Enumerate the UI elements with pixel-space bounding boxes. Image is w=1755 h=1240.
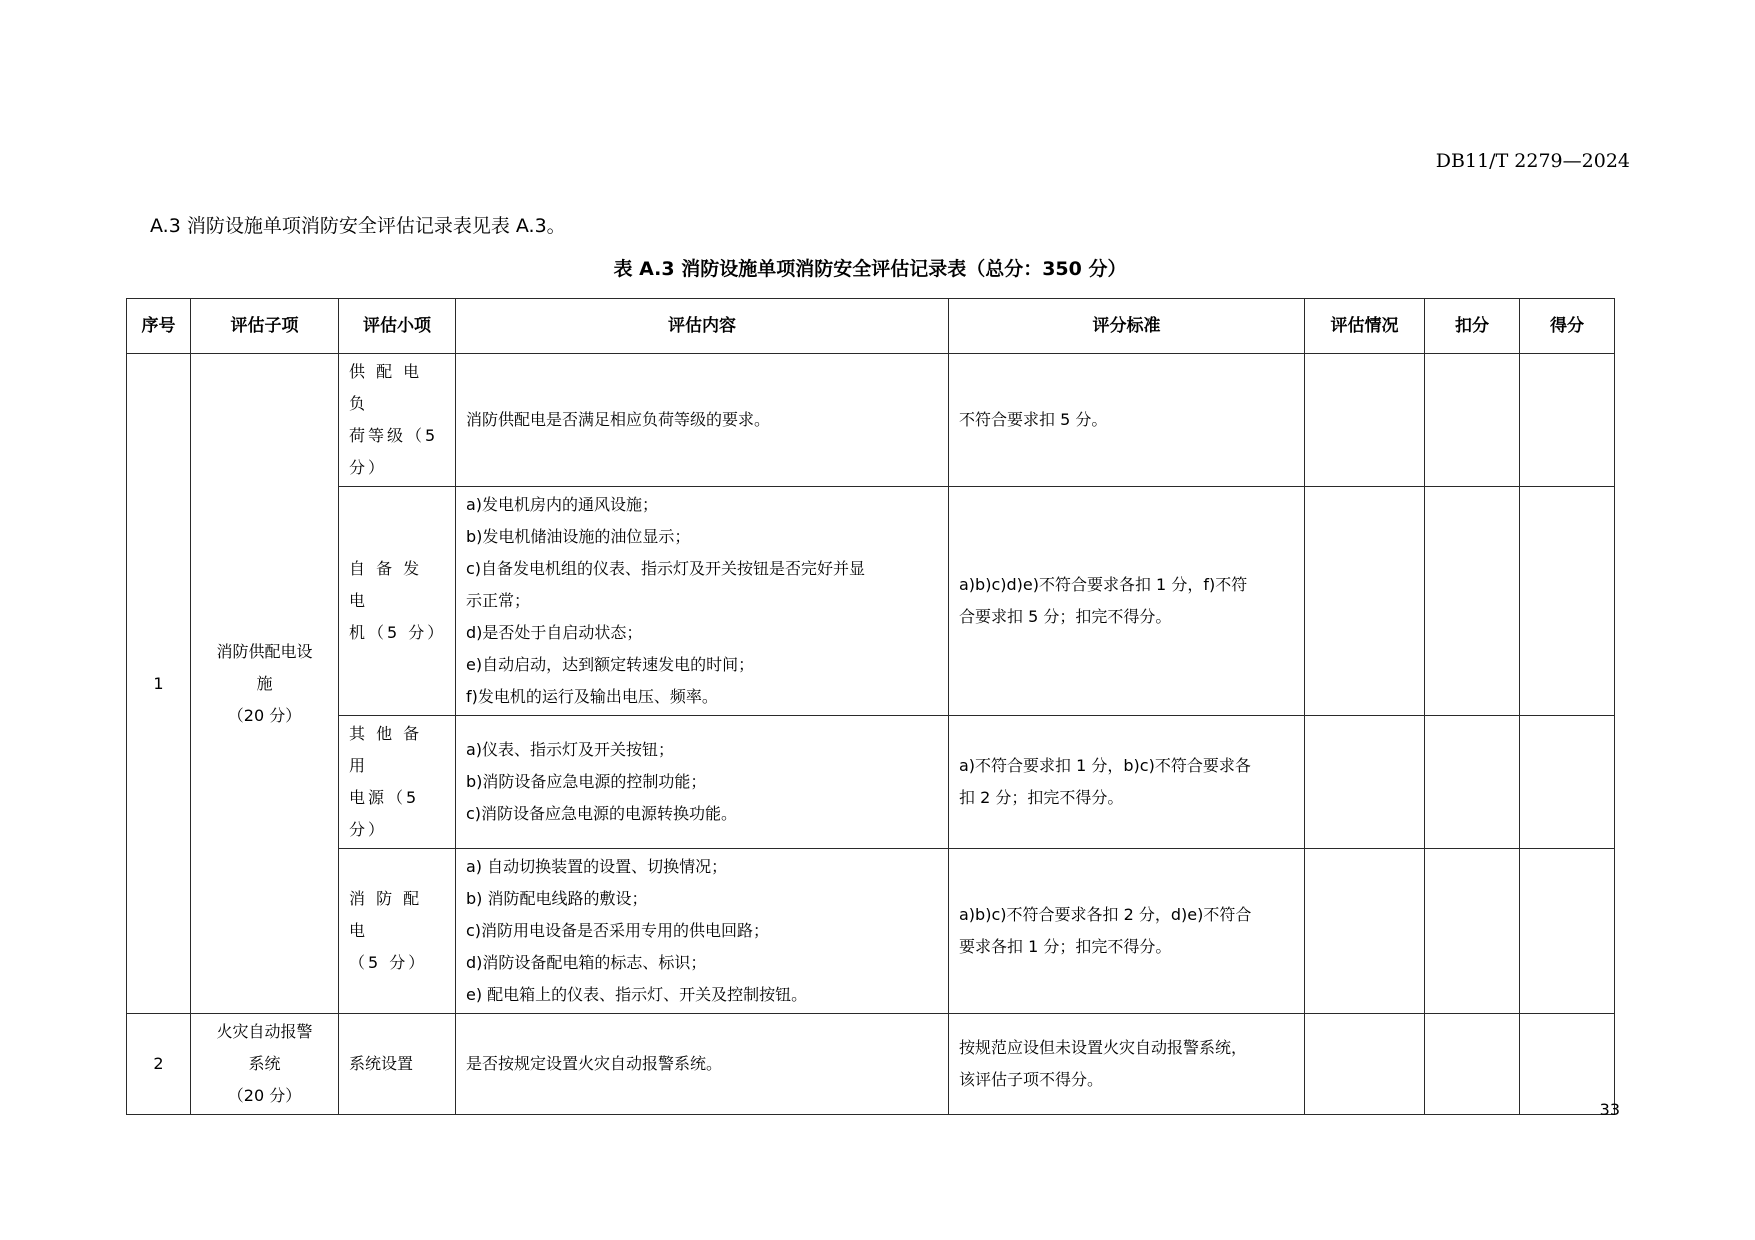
deduction-cell[interactable] [1425,716,1520,849]
score-cell[interactable] [1520,354,1615,487]
content-line: c)消防设备应急电源的电源转换功能。 [466,804,738,823]
col-header-criteria: 评分标准 [949,299,1305,354]
col-header-score: 得分 [1520,299,1615,354]
table-row [127,1014,1615,1115]
sub-item-line: 供 配 电 负 [349,362,423,413]
sub-item-cell [339,716,456,849]
sub-item-line: （5 分） [349,953,428,972]
sub-item-line: 分） [349,458,388,477]
intro-line: A.3 消防设施单项消防安全评估记录表见表 A.3。 [150,215,566,237]
assessment-cell[interactable] [1305,849,1425,1014]
sub-item-cell [339,1014,456,1115]
item-line: 消防供配电设 [216,641,313,661]
col-header-assessment: 评估情况 [1305,299,1425,354]
sub-item-line: 系统设置 [349,1054,414,1073]
content-line: d)是否处于自启动状态； [466,623,643,642]
item-line: （20 分） [227,1086,302,1105]
criteria-line: 扣 2 分；扣完不得分。 [959,788,1124,807]
criteria-line: 该评估子项不得分。 [959,1070,1104,1089]
sub-item-line: 机（5 分） [349,623,447,642]
sub-item-cell [339,487,456,716]
criteria-cell [949,354,1305,487]
deduction-cell[interactable] [1425,1014,1520,1115]
assessment-cell[interactable] [1305,487,1425,716]
table-row [127,849,1615,1014]
content-line: b)消防设备应急电源的控制功能； [466,772,707,791]
assessment-cell[interactable] [1305,1014,1425,1115]
content-line: 示正常； [466,591,531,610]
table-header-row [127,299,1615,354]
table-row [127,487,1615,716]
content-line: e)自动启动，达到额定转速发电的时间； [466,655,755,674]
content-line: 是否按规定设置火灾自动报警系统。 [466,1054,723,1073]
content-cell [456,849,949,1014]
content-line: d)消防设备配电箱的标志、标识； [466,953,707,972]
content-cell [456,1014,949,1115]
content-line: b) 消防配电线路的敷设； [466,889,648,908]
assessment-cell[interactable] [1305,716,1425,849]
page-number: 33 [1599,1100,1620,1119]
criteria-cell [949,716,1305,849]
sub-item-line: 电源（5 分） [349,788,420,839]
criteria-line: 不符合要求扣 5 分。 [959,410,1108,429]
content-cell [456,716,949,849]
content-line: f)发电机的运行及输出电压、频率。 [466,687,718,706]
content-line: a)发电机房内的通风设施； [466,495,659,514]
deduction-cell[interactable] [1425,354,1520,487]
assessment-item-cell [191,354,339,1014]
content-cell [456,487,949,716]
table-row [127,354,1615,487]
score-cell[interactable] [1520,849,1615,1014]
criteria-line: 按规范应设但未设置火灾自动报警系统， [959,1038,1248,1057]
table-caption: 表 A.3 消防设施单项消防安全评估记录表（总分：350 分） [613,258,1127,280]
col-header-deduction: 扣分 [1425,299,1520,354]
sub-item-line: 消 防 配 电 [349,889,423,940]
item-line: 系统 [248,1054,281,1073]
deduction-cell[interactable] [1425,849,1520,1014]
deduction-cell[interactable] [1425,487,1520,716]
criteria-line: a)b)c)d)e)不符合要求各扣 1 分，f)不符 [959,575,1248,594]
item-line: 火灾自动报警 [216,1022,313,1041]
criteria-line: 要求各扣 1 分；扣完不得分。 [959,937,1172,956]
col-header-no: 序号 [127,299,191,354]
col-header-item: 评估子项 [191,299,339,354]
sub-item-cell [339,354,456,487]
content-line: a)仪表、指示灯及开关按钮； [466,740,675,759]
row-number-cell: 2 [127,1014,191,1115]
table-row [127,716,1615,849]
standard-code: DB11/T 2279—2024 [1435,150,1630,172]
criteria-line: a)不符合要求扣 1 分，b)c)不符合要求各 [959,756,1251,775]
criteria-line: a)b)c)不符合要求各扣 2 分，d)e)不符合 [959,905,1252,924]
item-line: 施 [256,673,273,693]
content-line: b)发电机储油设施的油位显示； [466,527,691,546]
criteria-cell [949,849,1305,1014]
sub-item-line: 自 备 发 电 [349,559,423,610]
score-cell[interactable] [1520,716,1615,849]
score-cell[interactable] [1520,487,1615,716]
criteria-cell [949,1014,1305,1115]
content-line: e) 配电箱上的仪表、指示灯、开关及控制按钮。 [466,985,808,1004]
sub-item-line: 荷等级（5 [349,426,439,445]
row-number-cell: 1 [127,354,191,1014]
col-header-subitem: 评估小项 [339,299,456,354]
content-line: a) 自动切换装置的设置、切换情况； [466,857,728,876]
sub-item-cell [339,849,456,1014]
content-cell [456,354,949,487]
sub-item-line: 其 他 备 用 [349,724,423,775]
assessment-item-cell [191,1014,339,1115]
col-header-content: 评估内容 [456,299,949,354]
criteria-line: 合要求扣 5 分；扣完不得分。 [959,607,1172,626]
assessment-record-table [126,298,1615,1115]
item-line: （20 分） [227,705,302,725]
content-line: c)消防用电设备是否采用专用的供电回路； [466,921,770,940]
content-line: 消防供配电是否满足相应负荷等级的要求。 [466,410,771,429]
content-line: c)自备发电机组的仪表、指示灯及开关按钮是否完好并显 [466,559,866,578]
criteria-cell [949,487,1305,716]
assessment-cell[interactable] [1305,354,1425,487]
